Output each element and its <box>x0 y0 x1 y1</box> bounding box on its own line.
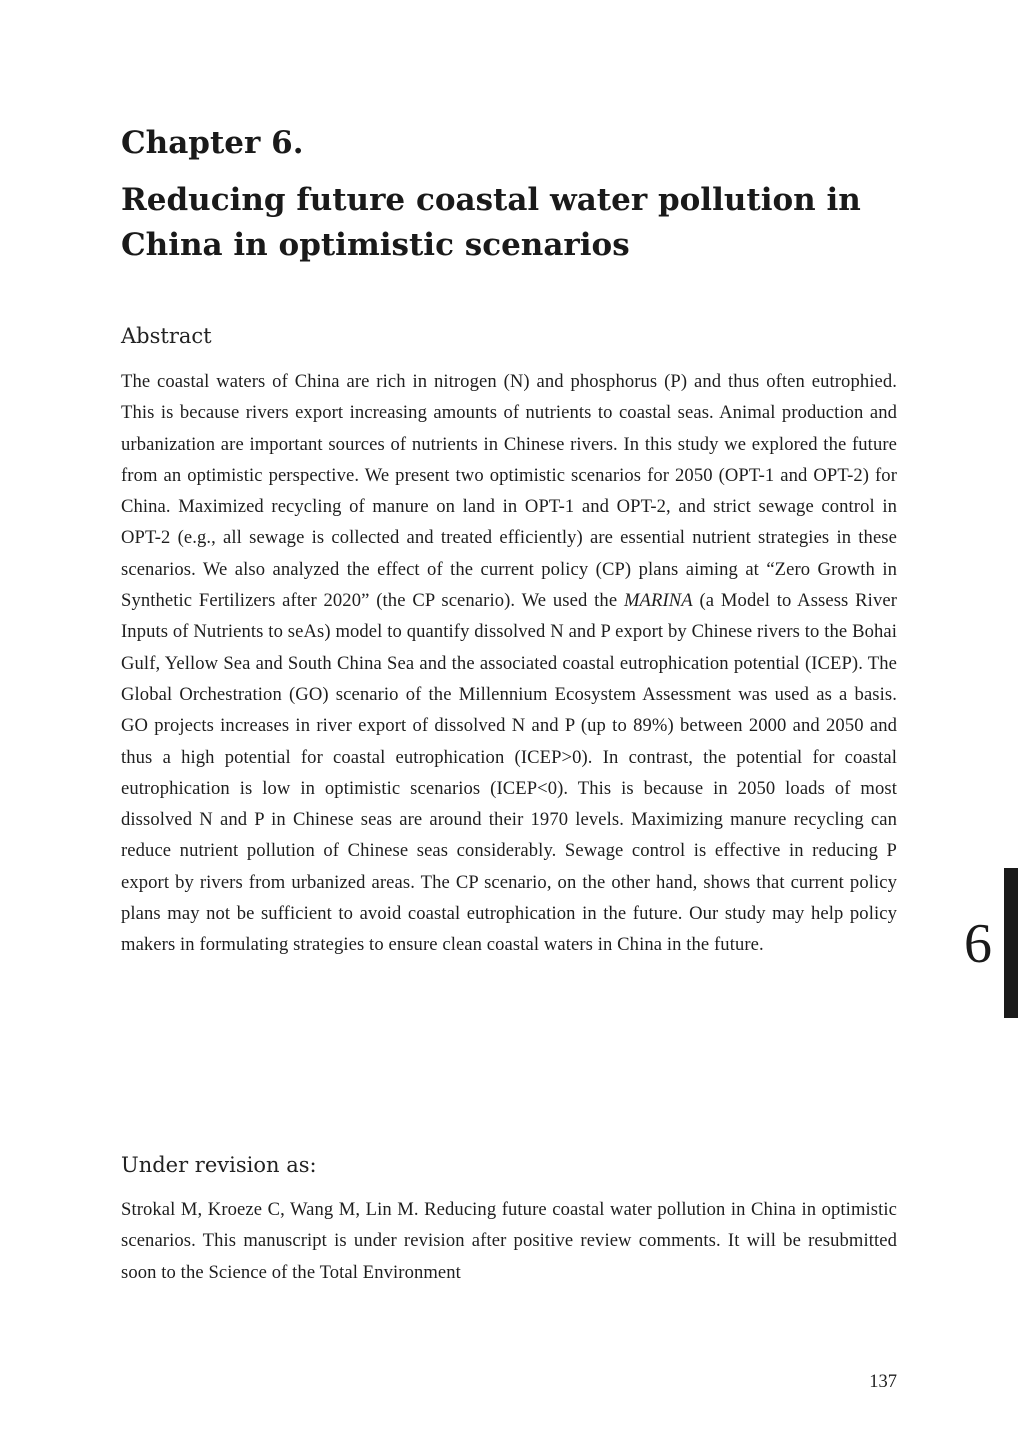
chapter-thumb-tab <box>956 868 1018 1018</box>
revision-heading: Under revision as: <box>121 1153 317 1177</box>
abstract-text-part-2: (a Model to Assess River Inputs of Nutrients to seAs) model to quantify dissolved N and P export by Chinese rivers to the Bohai Gulf, Yellow Sea and South China Sea and the associated coastal eutrophication potential (ICEP). The Global Orchestration (GO) scenario of the Millennium Ecosystem Assessment was used as a basis. GO projects increases in river export of dissolved N and P (up to 89%) between 2000 and 2050 and thus a high potential for coastal eutrophication (ICEP>0). In contrast, the potential for coastal eutrophication is low in optimistic scenarios (ICEP<0). This is because in 2050 loads of most dissolved N and P in Chinese seas are around their 1970 levels. Maximizing manure recycling can reduce nutrient pollution of Chinese seas considerably. Sewage control is effective in reducing P export by rivers from urbanized areas. The CP scenario, on the other hand, shows that current policy plans may not be sufficient to avoid coastal eutrophication in the future. Our study may help policy makers in formulating strategies to ensure clean coastal waters in China in the future. <box>121 590 897 956</box>
chapter-label: Chapter 6. <box>121 125 304 161</box>
abstract-text-part-1: The coastal waters of China are rich in nitrogen (N) and phosphorus (P) and thus often eutrophied. This is because rivers export increasing amounts of nutrients to coastal seas. Animal production and urbanization are important sources of nutrients in Chinese rivers. In this study we explored the future from an optimistic perspective. We present two optimistic scenarios for 2050 (OPT-1 and OPT-2) for China. Maximized recycling of manure on land in OPT-1 and OPT-2, and strict sewage control in OPT-2 (e.g., all sewage is collected and treated efficiently) are essential nutrient strategies in these scenarios. We also analyzed the effect of the current policy (CP) plans aiming at “Zero Growth in Synthetic Fertilizers after 2020” (the CP scenario). We used the <box>121 371 897 612</box>
abstract-heading: Abstract <box>121 324 212 348</box>
chapter-tab-number: 6 <box>964 913 992 975</box>
abstract-paragraph <box>121 366 897 961</box>
model-name-italic: MARINA <box>623 590 693 612</box>
chapter-tab-bar <box>1004 868 1018 1018</box>
page-number: 137 <box>869 1372 897 1392</box>
chapter-title: Reducing future coastal water pollution in China in optimistic scenarios <box>121 182 861 263</box>
revision-citation: Strokal M, Kroeze C, Wang M, Lin M. Reducing future coastal water pollution in China in optimistic scenarios. This manuscript is under revision after positive review comments. It will be resubmitted soon to the Science of the Total Environment <box>121 1199 897 1283</box>
